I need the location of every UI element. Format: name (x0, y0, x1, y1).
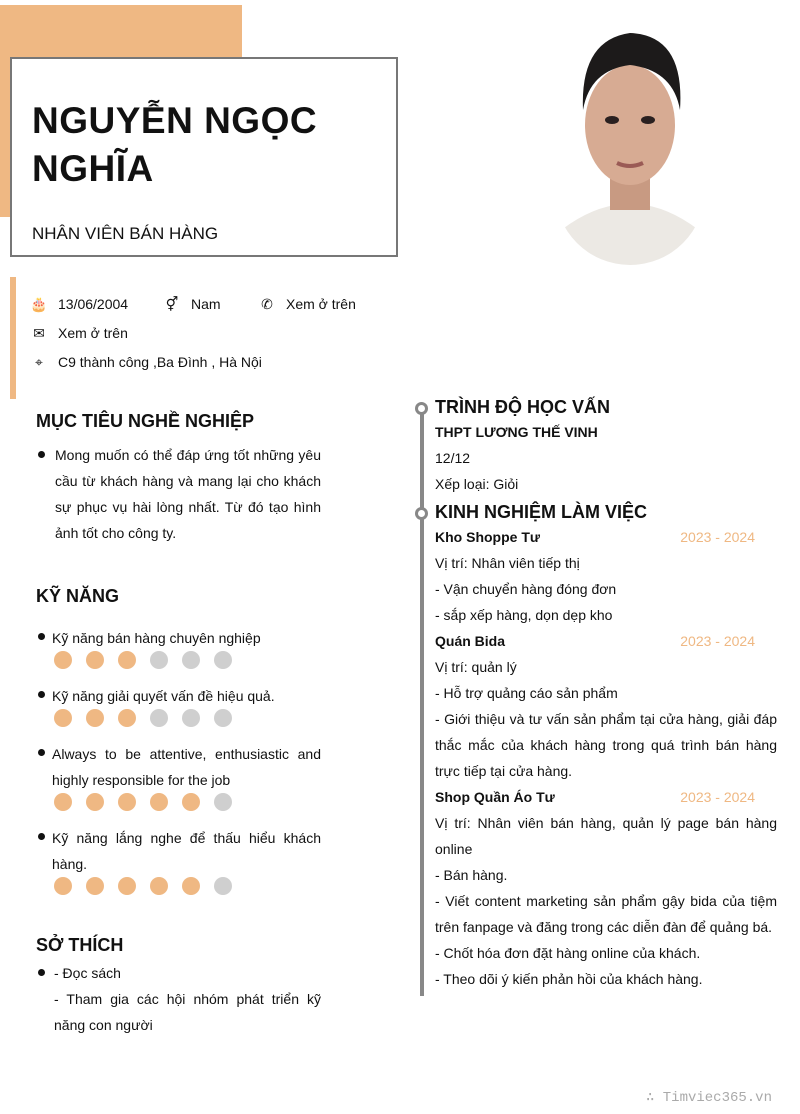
company-name: Kho Shoppe Tư (435, 529, 541, 545)
phone-icon: ✆ (261, 295, 273, 312)
email: Xem ở trên (58, 325, 128, 341)
job-entry (435, 784, 777, 992)
skill-label: Kỹ năng lắng nghe để thấu hiểu khách hàng. (52, 830, 321, 872)
rating-dot (54, 793, 72, 811)
job-detail: Vị trí: Nhân viên tiếp thị (435, 555, 580, 571)
name-box (10, 57, 398, 257)
skill-rating (54, 877, 232, 895)
job-detail: - Theo dõi ý kiến phản hồi của khách hàng. (435, 971, 703, 987)
rating-dot (214, 651, 232, 669)
job-detail: - sắp xếp hàng, dọn dẹp kho (435, 607, 613, 623)
job-years: 2023 - 2024 (680, 789, 755, 805)
skill-rating (54, 651, 232, 669)
rating-dot (182, 877, 200, 895)
address: C9 thành công ,Ba Đình , Hà Nội (58, 354, 262, 370)
email-row (31, 325, 128, 341)
job-detail: - Bán hàng. (435, 867, 508, 883)
phone: Xem ở trên (286, 296, 356, 312)
rating-dot (214, 877, 232, 895)
profile-photo (555, 15, 705, 265)
job-detail: - Vận chuyển hàng đóng đơn (435, 581, 617, 597)
job-years: 2023 - 2024 (680, 633, 755, 649)
rating-dot (214, 709, 232, 727)
job-detail: - Chốt hóa đơn đặt hàng online của khách. (435, 945, 701, 961)
birthday-cake-icon: 🎂 (30, 295, 48, 312)
rating-dot (118, 877, 136, 895)
education-section (435, 419, 777, 497)
skill-label: Kỹ năng bán hàng chuyên nghiệp (52, 630, 261, 646)
gender-row (164, 296, 221, 312)
bullet (38, 451, 45, 458)
job-detail: - Giới thiệu và tư vấn sản phẩm tại cửa hàng, giải đáp thắc mắc của khách hàng trong quá trình bán hàng trực tiếp tại cửa hàng. (435, 711, 777, 779)
job-detail: - Hỗ trợ quảng cáo sản phẩm (435, 685, 618, 701)
rating-dot (182, 793, 200, 811)
job-detail: Vị trí: Nhân viên bán hàng, quản lý page bán hàng online (435, 815, 777, 857)
watermark: ∴ Timviec365.vn (645, 1090, 772, 1106)
job-header (435, 628, 777, 654)
job-header (435, 524, 777, 550)
rating-dot (182, 651, 200, 669)
bullet (38, 749, 45, 756)
education-heading: TRÌNH ĐỘ HỌC VẤN (435, 397, 610, 417)
job-detail: - Viết content marketing sản phẩm gậy bida của tiệm trên fanpage và đăng trong các diễn đàn để quảng bá. (435, 893, 777, 935)
candidate-name: NGUYỄN NGỌC NGHĨA (32, 100, 318, 189)
skill-rating (54, 709, 232, 727)
bullet (38, 833, 45, 840)
skill-label: Kỹ năng giải quyết vấn đề hiệu quả. (52, 688, 275, 704)
school-name: THPT LƯƠNG THẾ VINH (435, 424, 598, 440)
job-header (435, 784, 777, 810)
gender-icon: ⚥ (165, 295, 179, 312)
rating-dot (150, 651, 168, 669)
job-detail: Vị trí: quản lý (435, 659, 517, 675)
grade: 12/12 (435, 450, 471, 466)
skill-label: Always to be attentive, enthusiastic and highly responsible for the job (52, 746, 321, 788)
rating-dot (86, 651, 104, 669)
birthday-row (31, 296, 128, 312)
timeline-circle-icon (415, 507, 428, 520)
bullet (38, 969, 45, 976)
rating-dot (86, 877, 104, 895)
rating-dot (182, 709, 200, 727)
objective-heading: MỤC TIÊU NGHỀ NGHIỆP (36, 411, 255, 431)
rating-dot (214, 793, 232, 811)
address-row (31, 354, 262, 370)
rating-dot (54, 709, 72, 727)
rating-dot (86, 793, 104, 811)
objective-text: Mong muốn có thể đáp ứng tốt những yêu cầu từ khách hàng và mang lại cho khách sự phục vụ hài lòng nhất. Từ đó tạo hình ảnh tốt cho công ty. (55, 447, 321, 541)
hobby-item: - Đọc sách (54, 965, 121, 981)
phone-row (259, 296, 356, 312)
hobbies-heading: SỞ THÍCH (36, 935, 124, 955)
experience-heading: KINH NGHIỆM LÀM VIỆC (435, 502, 648, 522)
bullet (38, 633, 45, 640)
company-name: Shop Quần Áo Tư (435, 789, 555, 805)
hobbies-list (54, 960, 321, 1038)
birthday: 13/06/2004 (58, 296, 129, 312)
rating-dot (150, 709, 168, 727)
skills-heading: KỸ NĂNG (36, 586, 120, 606)
rating-dot (118, 651, 136, 669)
map-marker-icon: ⌖ (35, 353, 43, 370)
job-years: 2023 - 2024 (680, 529, 755, 545)
skill-rating (54, 793, 232, 811)
rating-dot (118, 793, 136, 811)
company-name: Quán Bida (435, 633, 506, 649)
bullet (38, 691, 45, 698)
job-entry (435, 628, 777, 784)
gender: Nam (191, 296, 221, 312)
hobby-item: - Tham gia các hội nhóm phát triển kỹ năng con người (54, 991, 321, 1033)
contact-accent-bar (10, 277, 16, 399)
job-title: NHÂN VIÊN BÁN HÀNG (32, 224, 219, 243)
rating-dot (150, 793, 168, 811)
job-entry (435, 524, 777, 628)
rating-dot (150, 877, 168, 895)
rank: Xếp loại: Giỏi (435, 476, 519, 492)
timeline-circle-icon (415, 402, 428, 415)
envelope-icon: ✉ (33, 324, 45, 341)
timeline-line (420, 414, 424, 996)
rating-dot (118, 709, 136, 727)
experience-section (435, 524, 777, 992)
rating-dot (54, 877, 72, 895)
rating-dot (54, 651, 72, 669)
rating-dot (86, 709, 104, 727)
